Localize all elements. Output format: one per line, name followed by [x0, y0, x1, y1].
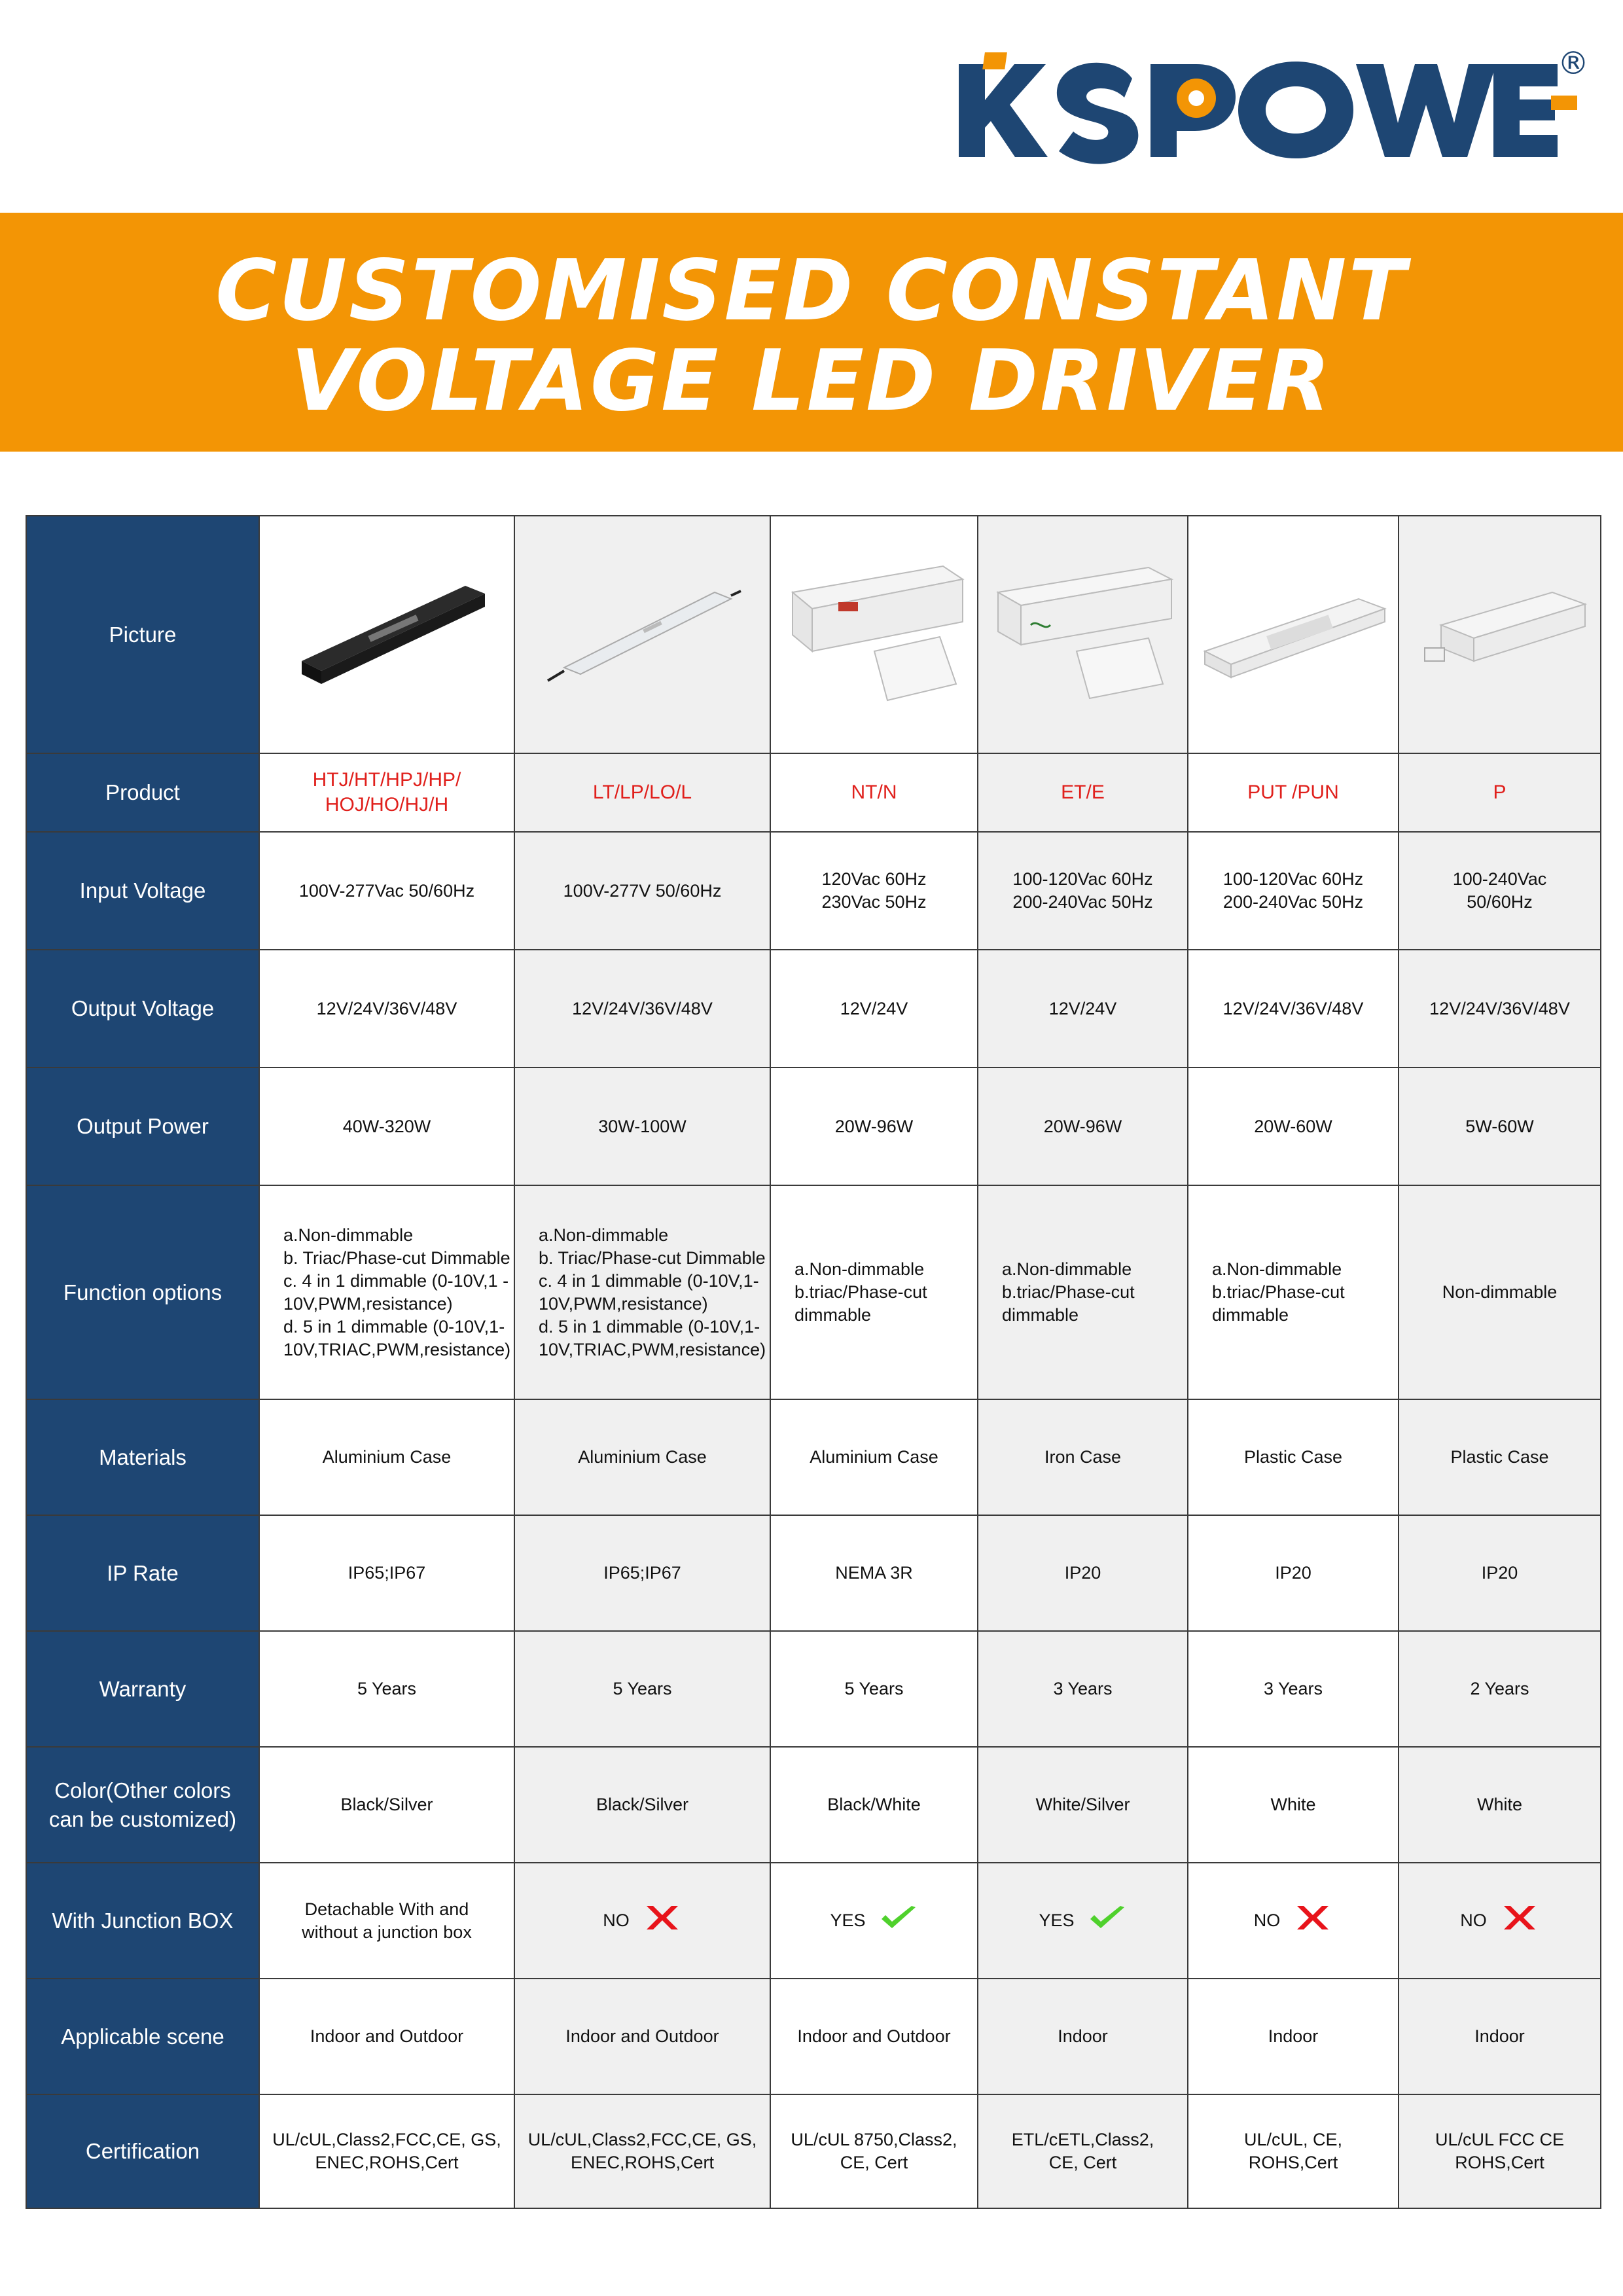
cell-text: [1002, 1258, 1135, 1327]
cell-line: 12V/24V/36V/48V: [316, 998, 457, 1018]
cell-line: a.Non-dimmable: [283, 1225, 414, 1245]
cell-text: [835, 1115, 914, 1138]
cell-line: 5 Years: [844, 1679, 904, 1698]
cell-text: [1429, 997, 1570, 1020]
cell-text: [1223, 868, 1363, 914]
cell-text: [1254, 1115, 1332, 1138]
table-cell: [1399, 1067, 1601, 1185]
table-cell: [259, 950, 514, 1067]
cell-text: [613, 1677, 671, 1700]
cell-line: 10V,TRIAC,PWM,resistance): [539, 1339, 766, 1359]
table-cell: [1399, 1979, 1601, 2094]
cell-text: [1470, 1677, 1529, 1700]
table-cell: [514, 1863, 770, 1979]
table-cell: [1399, 2094, 1601, 2208]
table-cell: [259, 832, 514, 950]
cell-line: 20W-96W: [1043, 1116, 1122, 1136]
cell-line: IP20: [1275, 1563, 1311, 1583]
row-header: Color(Other colors can be customized): [26, 1747, 259, 1863]
cell-line: Plastic Case: [1450, 1447, 1549, 1467]
cell-line: b. Triac/Phase-cut Dimmable: [539, 1247, 766, 1268]
table-cell: [259, 1747, 514, 1863]
cell-line: dimmable: [1002, 1305, 1079, 1325]
table-cell: [1188, 1747, 1399, 1863]
table-cell: [1188, 950, 1399, 1067]
cell-text: [598, 1115, 687, 1138]
black-aluminium-driver-image: [289, 553, 485, 710]
cell-line: 5 Years: [613, 1679, 672, 1698]
table-row-output-power: [26, 1067, 1601, 1185]
table-cell: [1188, 1067, 1399, 1185]
cell-line: CE, Cert: [1048, 2153, 1117, 2172]
cell-text: [1012, 2128, 1154, 2174]
cell-line: d. 5 in 1 dimmable (0-10V,1-: [283, 1316, 505, 1336]
cell-text: [343, 1115, 431, 1138]
row-header: Output Voltage: [26, 950, 259, 1067]
table-cell: [770, 1185, 978, 1399]
cell-line: c. 4 in 1 dimmable (0-10V,1-: [539, 1270, 759, 1291]
table-cell: [1188, 1863, 1399, 1979]
cell-line: Plastic Case: [1243, 1447, 1343, 1467]
cell-text: [565, 2025, 719, 2048]
cell-text: [844, 1677, 903, 1700]
row-header: Picture: [26, 516, 259, 753]
cell-line: IP65;IP67: [348, 1563, 426, 1583]
table-cell: [770, 1747, 978, 1863]
slim-silver-driver-image: [514, 516, 770, 753]
cross-icon: [1500, 1903, 1539, 1938]
white-plastic-driver-image: [1188, 516, 1399, 753]
table-cell: [978, 1067, 1188, 1185]
white-iron-box-driver-image: [985, 553, 1181, 710]
table-cell: [1188, 1979, 1399, 2094]
kspower-logo: [942, 38, 1589, 169]
cell-line: ROHS,Cert: [1248, 2153, 1338, 2172]
table-cell: [770, 832, 978, 950]
small-white-plastic-driver-image: [1402, 553, 1598, 710]
white-iron-box-driver-image: [978, 516, 1188, 753]
cell-line: Iron Case: [1044, 1447, 1122, 1467]
page-title-line-1: CUSTOMISED CONSTANT: [215, 242, 1408, 340]
cell-line: 100-120Vac 60Hz: [1222, 869, 1364, 889]
cell-line: 40W-320W: [342, 1116, 431, 1136]
spec-table: [26, 515, 1601, 2209]
cell-text: [835, 1562, 913, 1585]
table-cell: [978, 950, 1188, 1067]
cell-line: IP20: [1064, 1563, 1101, 1583]
row-header: Product: [26, 753, 259, 832]
cell-line: ROHS,Cert: [1455, 2153, 1544, 2172]
table-cell: [514, 1979, 770, 2094]
cell-line: ET/E: [1061, 781, 1105, 803]
cell-line: 12V/24V: [1048, 998, 1117, 1018]
table-cell: [978, 753, 1188, 832]
cell-line: Indoor: [1268, 2026, 1319, 2046]
table-cell: [770, 1515, 978, 1631]
cell-line: 5 Years: [357, 1679, 417, 1698]
cross-icon: [1293, 1903, 1332, 1938]
table-cell: [770, 1067, 978, 1185]
cell-line: Black/Silver: [596, 1795, 689, 1814]
row-header: Input Voltage: [26, 832, 259, 950]
cell-line: NO: [1253, 1910, 1281, 1930]
cross-icon: [643, 1903, 682, 1938]
cell-line: NT/N: [851, 781, 897, 803]
cell-line: Indoor: [1474, 2026, 1525, 2046]
table-cell: [770, 1863, 978, 1979]
table-cell: [514, 1515, 770, 1631]
row-header: Warranty: [26, 1631, 259, 1747]
black-aluminium-driver-image: [259, 516, 514, 753]
table-cell: [259, 1067, 514, 1185]
table-cell: [978, 1399, 1188, 1515]
cell-line: ENEC,ROHS,Cert: [570, 2153, 715, 2172]
cell-text: [1039, 1909, 1074, 1932]
cell-line: Indoor and Outdoor: [797, 2026, 951, 2046]
cell-line: Indoor: [1058, 2026, 1108, 2046]
cell-line: HOJ/HO/HJ/H: [325, 794, 449, 816]
table-cell: [770, 1631, 978, 1747]
white-nema-box-driver-image: [770, 516, 978, 753]
kspower-logo-mark: [942, 38, 1589, 169]
table-cell: [770, 1979, 978, 2094]
cell-line: dimmable: [794, 1305, 872, 1325]
cell-line: White: [1476, 1795, 1523, 1814]
cell-line: 230Vac 50Hz: [821, 892, 927, 912]
page-title-line-2: VOLTAGE LED DRIVER: [291, 332, 1332, 430]
table-cell: [1188, 2094, 1399, 2208]
cell-line: ENEC,ROHS,Cert: [315, 2153, 459, 2172]
table-cell: [978, 2094, 1188, 2208]
table-row-applicable-scene: [26, 1979, 1601, 2094]
table-cell: [978, 1185, 1188, 1399]
cell-text: [1053, 1677, 1112, 1700]
cell-line: without a junction box: [302, 1922, 472, 1942]
cell-text: [1044, 1115, 1122, 1138]
cell-text: [313, 768, 461, 817]
table-cell: [514, 1631, 770, 1747]
table-cell: [770, 2094, 978, 2208]
table-cell: [1399, 1515, 1601, 1631]
white-nema-box-driver-image: [776, 553, 972, 710]
cell-line: 200-240Vac 50Hz: [1222, 892, 1364, 912]
table-cell: [259, 1185, 514, 1399]
cell-text: [1474, 2025, 1525, 2048]
cell-line: UL/cUL,Class2,FCC,CE, GS,: [272, 2130, 501, 2149]
cell-line: 12V/24V/36V/48V: [1222, 998, 1364, 1018]
table-cell: [514, 1185, 770, 1399]
cell-line: 30W-100W: [598, 1116, 687, 1136]
cell-text: [323, 1446, 452, 1469]
cell-text: [603, 1562, 681, 1585]
cell-line: b.triac/Phase-cut: [794, 1282, 927, 1302]
table-cell: [514, 1747, 770, 1863]
cell-line: c. 4 in 1 dimmable (0-10V,1 -: [283, 1270, 509, 1291]
table-cell: [514, 1067, 770, 1185]
cell-text: [340, 1793, 433, 1816]
cell-line: 3 Years: [1053, 1679, 1113, 1698]
cell-line: Aluminium Case: [578, 1447, 707, 1467]
table-cell: [259, 1979, 514, 2094]
cell-line: 20W-60W: [1254, 1116, 1332, 1136]
cell-text: [578, 1446, 707, 1469]
cell-text: [1482, 1562, 1518, 1585]
row-header: Function options: [26, 1185, 259, 1399]
table-cell: [770, 753, 978, 832]
cell-text: [840, 997, 908, 1020]
cell-text: [563, 880, 722, 903]
cell-text: [830, 1909, 865, 1932]
cell-line: 200-240Vac 50Hz: [1012, 892, 1153, 912]
cell-text: [1012, 868, 1152, 914]
table-cell: [259, 2094, 514, 2208]
table-row-warranty: [26, 1631, 1601, 1747]
cell-text: [1065, 1562, 1101, 1585]
cell-line: 5W-60W: [1465, 1116, 1534, 1136]
table-cell: [978, 1863, 1188, 1979]
check-icon: [1088, 1903, 1127, 1938]
cell-line: 100-120Vac 60Hz: [1012, 869, 1153, 889]
cell-text: [797, 2025, 950, 2048]
cell-line: a.Non-dimmable: [539, 1225, 669, 1245]
cell-line: Non-dimmable: [1442, 1282, 1558, 1302]
cell-line: HTJ/HT/HPJ/HP/: [312, 769, 461, 791]
cell-text: [302, 1898, 472, 1944]
table-row-picture: [26, 516, 1601, 753]
cell-line: YES: [830, 1910, 866, 1930]
row-header: Materials: [26, 1399, 259, 1515]
cell-text: [1061, 780, 1105, 805]
cell-text: [299, 880, 474, 903]
cell-line: Black/Silver: [340, 1795, 433, 1814]
table-cell: [1399, 1747, 1601, 1863]
cell-line: Detachable With and: [304, 1899, 469, 1919]
row-header: Certification: [26, 2094, 259, 2208]
cell-line: dimmable: [1212, 1305, 1289, 1325]
cell-line: b. Triac/Phase-cut Dimmable: [283, 1247, 510, 1268]
table-cell: [1399, 1399, 1601, 1515]
cell-line: UL/cUL,Class2,FCC,CE, GS,: [527, 2130, 757, 2149]
cell-text: [1270, 1793, 1315, 1816]
cell-line: 12V/24V/36V/48V: [572, 998, 713, 1018]
cell-text: [1035, 1793, 1130, 1816]
table-cell: [1399, 1863, 1601, 1979]
cell-line: White/Silver: [1035, 1795, 1130, 1814]
cell-line: a.Non-dimmable: [1002, 1259, 1132, 1279]
cell-text: [539, 1224, 766, 1361]
cell-text: [1244, 2128, 1342, 2174]
cell-line: IP65;IP67: [603, 1563, 681, 1583]
cell-line: a.Non-dimmable: [794, 1259, 925, 1279]
cell-line: 100-240Vac: [1452, 869, 1547, 889]
cell-line: YES: [1039, 1910, 1075, 1930]
table-cell: [514, 2094, 770, 2208]
table-cell: [1188, 1185, 1399, 1399]
cell-line: Aluminium Case: [322, 1447, 452, 1467]
cell-line: 100V-277Vac 50/60Hz: [298, 880, 475, 901]
table-row-color: [26, 1747, 1601, 1863]
table-cell: [1399, 1185, 1601, 1399]
white-plastic-driver-image: [1195, 553, 1391, 710]
table-cell: [1188, 832, 1399, 950]
cell-line: 3 Years: [1263, 1679, 1323, 1698]
table-cell: [1399, 753, 1601, 832]
cell-text: [348, 1562, 426, 1585]
table-row-materials: [26, 1399, 1601, 1515]
table-row-ip-rate: [26, 1515, 1601, 1631]
cell-text: [1049, 997, 1117, 1020]
cell-line: 20W-96W: [834, 1116, 914, 1136]
row-header: Output Power: [26, 1067, 259, 1185]
cell-line: UL/cUL, CE,: [1243, 2130, 1343, 2149]
cell-text: [317, 997, 457, 1020]
cell-line: White: [1270, 1795, 1316, 1814]
cell-text: [357, 1677, 416, 1700]
table-cell: [978, 1979, 1188, 2094]
cell-text: [851, 780, 897, 805]
cell-text: [1435, 2128, 1564, 2174]
cell-text: [572, 997, 713, 1020]
table-cell: [514, 950, 770, 1067]
cell-line: 10V,TRIAC,PWM,resistance): [283, 1339, 511, 1359]
table-row-junction-box: [26, 1863, 1601, 1979]
cell-line: 12V/24V: [840, 998, 908, 1018]
table-row-output-voltage: [26, 950, 1601, 1067]
table-row-certification: [26, 2094, 1601, 2208]
cell-text: [791, 2128, 957, 2174]
cell-text: [1058, 2025, 1108, 2048]
cell-text: [1450, 1446, 1548, 1469]
cell-line: b.triac/Phase-cut: [1002, 1282, 1135, 1302]
cell-line: 120Vac 60Hz: [821, 869, 927, 889]
table-cell: [1188, 753, 1399, 832]
cell-text: [1442, 1281, 1558, 1304]
cell-text: [1268, 2025, 1319, 2048]
row-header: IP Rate: [26, 1515, 259, 1631]
cell-line: IP20: [1481, 1563, 1518, 1583]
slim-silver-driver-image: [544, 553, 741, 710]
cell-line: CE, Cert: [840, 2153, 908, 2172]
cell-text: [1212, 1258, 1345, 1327]
cell-line: Indoor and Outdoor: [310, 2026, 464, 2046]
table-cell: [1399, 832, 1601, 950]
table-cell: [978, 832, 1188, 950]
table-cell: [1399, 1631, 1601, 1747]
cell-text: [1244, 1446, 1342, 1469]
cell-text: [310, 2025, 463, 2048]
small-white-plastic-driver-image: [1399, 516, 1601, 753]
cell-line: 12V/24V/36V/48V: [1429, 998, 1570, 1018]
row-header: Applicable scene: [26, 1979, 259, 2094]
table-cell: [1188, 1399, 1399, 1515]
table-cell: [1399, 950, 1601, 1067]
check-icon: [879, 1903, 918, 1938]
cell-line: NEMA 3R: [835, 1563, 913, 1583]
cell-text: [596, 1793, 688, 1816]
row-header: With Junction BOX: [26, 1863, 259, 1979]
table-row-input-voltage: [26, 832, 1601, 950]
table-cell: [978, 1515, 1188, 1631]
cell-line: b.triac/Phase-cut: [1212, 1282, 1345, 1302]
cell-text: [827, 1793, 921, 1816]
table-cell: [514, 832, 770, 950]
cell-text: [1247, 780, 1338, 805]
cell-text: [1254, 1909, 1281, 1932]
cell-text: [810, 1446, 938, 1469]
cell-text: [283, 1224, 510, 1361]
cell-line: PUT /PUN: [1247, 781, 1339, 803]
cell-text: [1477, 1793, 1522, 1816]
table-cell: [514, 753, 770, 832]
table-cell: [259, 1515, 514, 1631]
cell-line: 50/60Hz: [1467, 892, 1533, 912]
cell-text: [1493, 780, 1506, 805]
cell-text: [1223, 997, 1364, 1020]
table-cell: [770, 1399, 978, 1515]
table-cell: [259, 1631, 514, 1747]
cell-text: [1264, 1677, 1323, 1700]
cell-line: 2 Years: [1470, 1679, 1529, 1698]
cell-line: UL/cUL 8750,Class2,: [791, 2130, 957, 2149]
cell-line: d. 5 in 1 dimmable (0-10V,1-: [539, 1316, 760, 1336]
cell-line: UL/cUL FCC CE: [1435, 2130, 1565, 2149]
cell-line: P: [1493, 781, 1507, 803]
cell-line: 10V,PWM,resistance): [283, 1293, 453, 1314]
cell-text: [272, 2128, 501, 2174]
cell-text: [603, 1909, 630, 1932]
table-cell: [770, 950, 978, 1067]
cell-text: [1275, 1562, 1311, 1585]
cell-line: Aluminium Case: [810, 1447, 938, 1467]
table-cell: [259, 753, 514, 832]
cell-text: [794, 1258, 927, 1327]
cell-line: NO: [1460, 1910, 1487, 1930]
cell-line: NO: [603, 1910, 630, 1930]
table-cell: [514, 1399, 770, 1515]
title-banner: [0, 213, 1623, 452]
table-cell: [978, 1631, 1188, 1747]
table-row-function-options: [26, 1185, 1601, 1399]
cell-text: [528, 2128, 757, 2174]
cell-text: [593, 780, 692, 805]
table-cell: [978, 1747, 1188, 1863]
table-row-product: [26, 753, 1601, 832]
cell-text: [821, 868, 926, 914]
cell-line: Black/White: [827, 1795, 921, 1814]
cell-text: [1465, 1115, 1534, 1138]
registered-mark: ®: [1558, 45, 1589, 82]
cell-text: [1044, 1446, 1121, 1469]
table-cell: [259, 1863, 514, 1979]
table-cell: [1188, 1631, 1399, 1747]
cell-line: Indoor and Outdoor: [565, 2026, 719, 2046]
cell-line: 100V-277V 50/60Hz: [563, 880, 722, 901]
cell-line: a.Non-dimmable: [1212, 1259, 1342, 1279]
cell-line: 10V,PWM,resistance): [539, 1293, 708, 1314]
table-cell: [259, 1399, 514, 1515]
cell-line: ETL/cETL,Class2,: [1011, 2130, 1154, 2149]
cell-text: [1453, 868, 1547, 914]
cell-text: [1460, 1909, 1487, 1932]
cell-line: LT/LP/LO/L: [592, 781, 692, 803]
table-cell: [1188, 1515, 1399, 1631]
